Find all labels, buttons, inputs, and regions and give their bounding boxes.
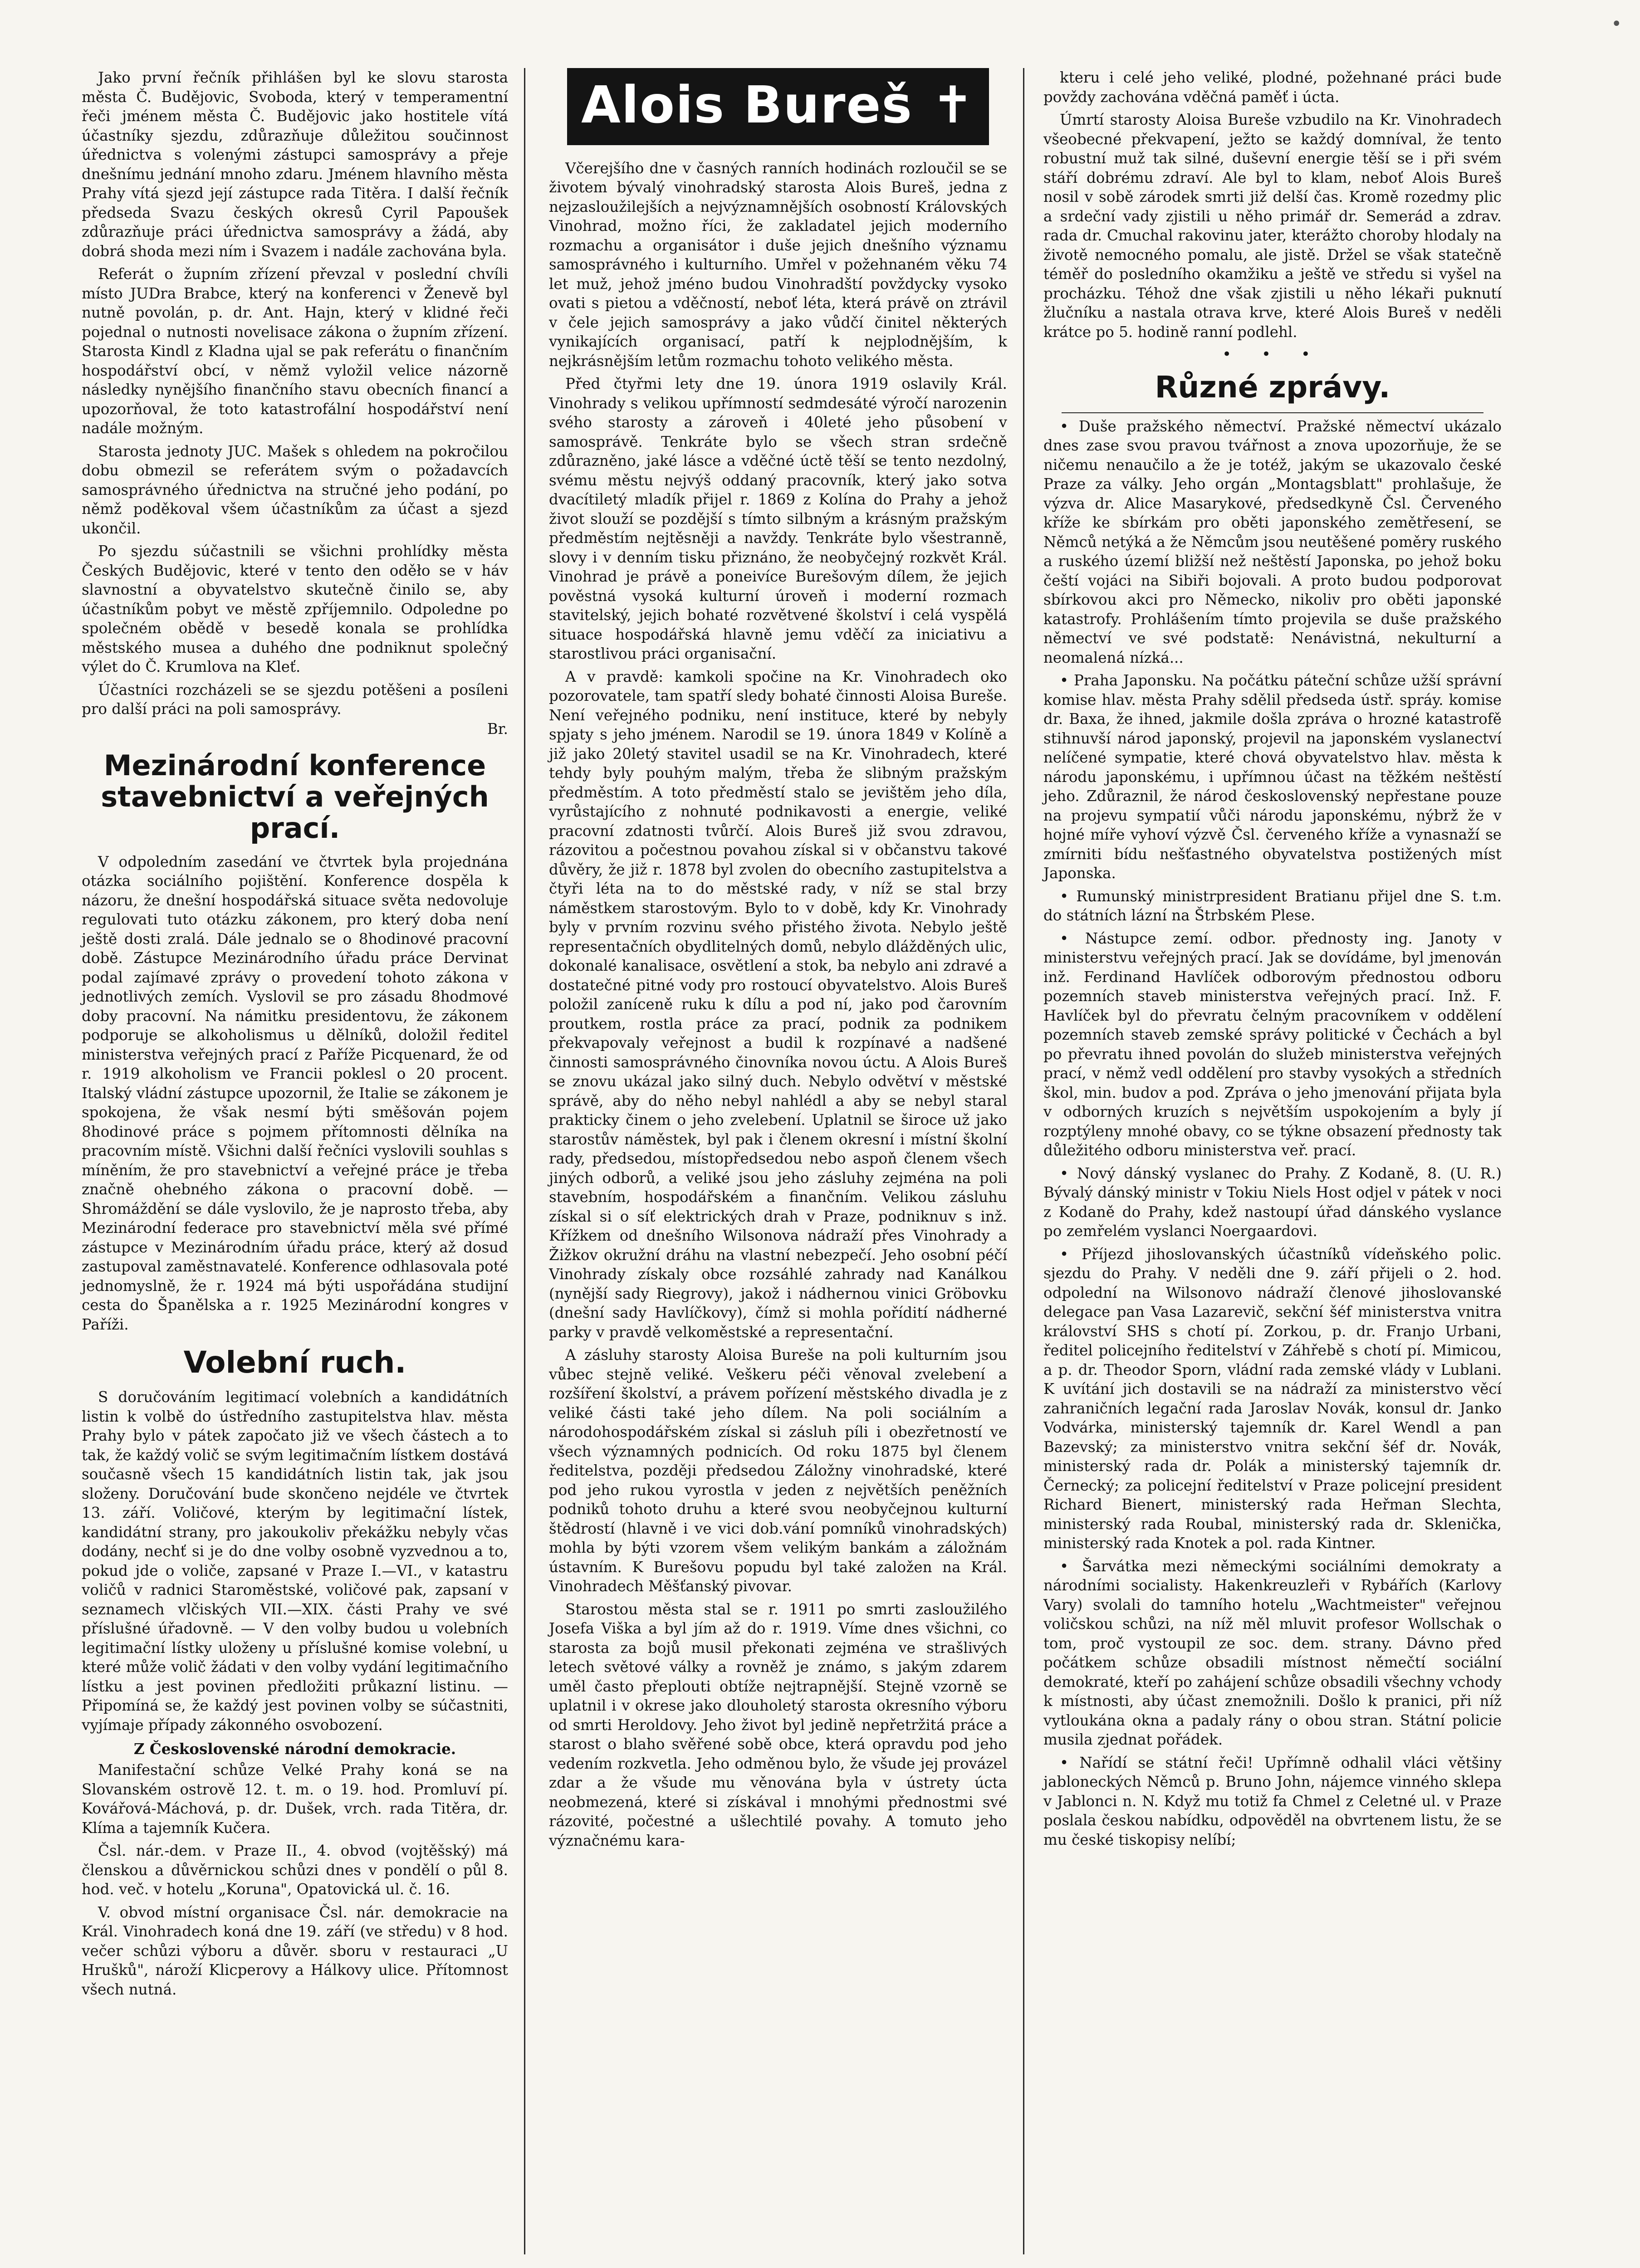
paragraph: kteru i celé jeho veliké, plodné, požehnané práci bude povždy zachována vděčná paměť i úcta. (1043, 69, 1502, 106)
corner-mark: • (1611, 14, 1622, 34)
article-ruzne-zpravy (1043, 417, 1502, 1850)
paragraph: Včerejšího dne v časných ranních hodinách rozloučil se se životem bývalý vinohradský starosta Alois Bureš, jedna z nejzasloužilejších a nejvýznamnějších osobností Královských Vinohrad, možno říci, že zakladatel jejich moderního rozmachu a organisátor i duše jejich dnešního významu samosprávného i kulturního. Umřel v požehnaném věku 74 let muž, jehož jméno budou Vinohradští povždycky vysoko ovati s pietou a vděčností, neboť léta, která právě on ztrávil v čele jejich samosprávy a jako vůdčí činitel některých vynikajících organisací, patří k nejplodnějším, k nejkrásnějším letům rozmachu tohoto velikého města. (549, 159, 1007, 370)
column-rule-right (1023, 68, 1024, 2254)
headline-volebni-ruch: Volební ruch. (183, 1345, 406, 1380)
news-item: • Praha Japonsku. Na počátku páteční schůze užší správní komise hlav. města Prahy sdělil předseda ústř. spráy. komise dr. Baxa, že ihned, jakmile došla zpráva o hrozné katastrofě stihnuvší národ japonský, projevil na japonském vyslanectví nelíčené sympatie, které chová obyvatelstvo hlav. města k národu japonskému, i upřímnou účast na těžkém neštěstí jeho. Zdůraznil, že národ československý nepřestane pouze na projevu sympatií vůči národu japonskému, nýbrž že v hojné míře vyhoví výzvě Čsl. červeného kříže a vynasnaží se zmírniti bídu nešťastného obyvatelstva postižených míst Japonska. (1043, 672, 1502, 882)
column-rule-left (524, 68, 525, 2254)
column-left-intro (82, 68, 508, 719)
paragraph: V. obvod místní organisace Čsl. nár. demokracie na Král. Vinohradech koná dne 19. září (ve středu) v 8 hod. večer schůzi výboru a důvěr. sboru v restauraci „U Hrušků", nároží Klicperovy a Hálkovy ulice. Přítomnost všech nutná. (82, 1903, 508, 1998)
news-item: • Příjezd jihoslovanských účastníků vídeňského polic. sjezdu do Prahy. V neděli dne 9. září přijeli o 2. hod. odpolední na Wilsonovo nádraží členové jihoslovanské delegace pan Vasa Lazarevič, sekční šéf ministerstva vnitra království SHS s chotí pí. Zorkou, p. dr. Franjo Urbani, ředitel policejního ředitelství v Záhřebě s chotí pí. Mimicou, a p. dr. Theodor Sporn, vládní rada zemské vlády v Lublani. K uvítání jich dostavili se na nádraží za ministerstvo věcí zahraničních legační rada Jaroslav Novák, konsul dr. Janko Vodvárka, ministerský tajemník dr. Karel Wendl a pan Bazevský; za ministerstvo vnitra sekční šéf dr. Novák, ministerský rada dr. Polák a ministerský tajemník dr. Černecký; za policejní ředitelství v Praze policejní president Richard Bienert, ministerský rada Heřman Slechta, ministerský rada Roubal, ministerský rada dr. Sklenička, ministerský rada Knotek a pol. rada Kintner. (1043, 1245, 1502, 1552)
column-middle (549, 68, 1007, 1854)
headline-rule (1062, 412, 1483, 413)
news-item: • Nástupce zemí. odbor. přednosty ing. Janoty v ministerstvu veřejných prací. Jak se dovídáme, byl jmenován inž. Ferdinand Havlíček odborovým přednostou odboru pozemních staveb ministerstva veřejných prací. Inž. F. Havlíček byl do převratu čelným pracovníkem v oddělení pozemních staveb zemské správy politické v Čechách a byl po převratu ihned povolán do služeb ministerstva veřejných prací, v němž vedl oddělení pro stavby vysokých a středních škol, min. budov a pod. Zpráva o jeho jmenování přijata byla v odborných kruzích s největším uspokojením a byly jí rozptýleny mnohé obavy, co se týkne obsazení přednosty tak důležitého odboru ministerstva veř. prací. (1043, 929, 1502, 1159)
headline-mezinarodni-konference: Mezinárodní konference stavebnictví a veřejných prací. (101, 748, 489, 845)
column-right (1043, 68, 1502, 1853)
article-volebni-ruch (82, 1388, 508, 1735)
paragraph: A v pravdě: kamkoli spočine na Kr. Vinohradech oko pozorovatele, tam spatří sledy bohaté činnosti Aloisa Bureše. Není veřejného podniku, není instituce, které by nebyly spjaty s jeho jménem. Narodil se 19. února 1849 v Kolíně a již jako 20letý stavitel usadil se na Kr. Vinohradech, které tehdy byly pouhým malým, třeba že slibným pražským předměstím. A toto předměstí stalo se jevištěm jeho díla, vyrůstajícího z nohnuté podnikavosti a energie, veliké pracovní zdatnosti tvůrčí. Alois Bureš již svou zdravou, rázovitou a počestnou povahou získal si v občanstvu takové důvěry, že již r. 1878 byl zvolen do obecního zastupitelstva a čtyři léta na to do městské rady, v níž se stal brzy náměstkem starostovým. Bylo to v době, kdy Kr. Vinohrady byly v prvním rozvinu svého přistého života. Nebylo ještě representačních obydlitelných domů, nebylo dlážděných ulic, dokonalé kanalisace, osvětlení a stok, ba nebylo ani zdravé a dostatečné pitné vody pro rostoucí obyvatelstvo. Alois Bureš položil zaníceně ruku k dílu a pod ní, jako pod čarovním proutkem, rostla práce za prací, podnik za podnikem překvapovaly veřejnost a budil k rozpínavé a nadšené činnosti samosprávného činovníka novou úctu. A Alois Bureš se znovu ukázal jako silný duch. Nebylo odvětví v městské správě, aby do něho nebyl nahlédl a aby se nebyl staral prakticky činem o jeho zvelebení. Uplatnil se široce už jako starostův náměstek, byl pak i členem okresní i místní školní rady, předsedou, místopředsedou nebo aspoň členem všech jiných odborů, a veliké jsou jeho zásluhy zejména na poli stavebním, hospodářském a finančním. Velikou zásluhu získal si o síť elektrických drah v Praze, podniknuv s inž. Křížkem od dnešního Wilsonova nádraží přes Vinohrady a Žižkov okružní dráhu na vlastní nebezpečí. Jeho osobní péčí Vinohrady získaly obce rozsáhlé zahrady nad Kanálkou (nynější sady Riegrovy), jakož i nádhernou vinici Gröbovku (dnešní sady Havlíčkovy), čímž si mohla pořídití nádherné parky v pravdě velkoměstské a representační. (549, 668, 1007, 1341)
paragraph: Úmrtí starosty Aloisa Bureše vzbudilo na Kr. Vinohradech všeobecné překvapení, ježto se každý domníval, že tento robustní muž tak silné, duševní energie těší se i při svém stáří dobrému zdraví. Ale byl to klam, neboť Alois Bureš nosil v sobě zárodek smrti již delší čas. Kromě rozedmy plic a srdeční vady zjistili u něho primář dr. Semerád a zdrav. rada dr. Cmuchal rakovinu jater, kterážto choroby hlodaly na životě nemocného pomalu, ale jistě. Držel se však statečně téměř do posledního okamžiku a ještě ve středu si vyšel na procházku. Téhož dne však zjistili u něho lékaři puknutí žlučníku a nastala otrava krve, které Alois Bureš v neděli krátce po 5. hodině ranní podlehl. (1043, 111, 1502, 341)
news-item: • Šarvátka mezi německými sociálními demokraty a národními socialisty. Hakenkreuzleři v Rybářích (Karlovy Vary) svolali do tamního hotelu „Wachtmeister" veřejnou voličskou schůzi, na níž měl mluvit profesor Wollschak o tom, proč vystoupil ze soc. dem. strany. Dávno před počátkem schůze obsadili místnost němečtí sociální demokraté, kteří po zahájení schůze obsadili všechny vchody k místnosti, aby účast znemožnili. Došlo k pranici, při níž vytloukána okna a padaly rány o obou stran. Státní policie musila zjednat pořádek. (1043, 1557, 1502, 1749)
paragraph: Jako první řečník přihlášen byl ke slovu starosta města Č. Budějovic, Svoboda, který v temperamentní řeči jménem města Č. Budějovic jako hostitele vítá účastníky sjezdu, zdůrazňuje důležitou součinnost úřednictva s volenými zástupci samosprávy a přeje dnešnímu jednání mnoho zdaru. Jménem hlavního města Prahy vítá sjezd její zástupce rada Titěra. I další řečník předseda Svazu českých okresů Cyril Papoušek zdůrazňuje práci úřednictva samosprávy a žádá, aby dobrá shoda mezi ním i Svazem i nadále zachována byla. (82, 69, 508, 260)
paragraph: S doručováním legitimací volebních a kandidátních listin k volbě do ústředního zastupitelstva hlav. města Prahy bylo v pátek započato již ve všech částech a to tak, že každý volič se svým legitimačním lístkem dostává současně všech 15 kandidátních listin tak, jak jsou složeny. Doručování bude skončeno nejdéle ve čtvrtek 13. září. Voličové, kterým by legitimační lístek, kandidátní strany, pro jakoukoliv překážku nebyly včas dodány, nechť si je do dne volby osobně vyzvednou a to, pokud jde o voliče, zapsané v Praze I.—VI., v katastru voličů v radnici Staroměstské, voličové pak, zapsaní v seznamech vlčiských VII.—XIX. části Prahy ve své příslušné úřadovně. — V den volby budou u volebních legitimační lístky uloženy u příslušné komise volební, u které může volič žádati v den volby vydání legitimačního lístku a jest povinen předložiti průkazní listinu. — Připomíná se, že každý jest povinen volby se súčastniti, vyjímaje případy zákonného osvobození. (82, 1388, 508, 1734)
obituary-title: Alois Bureš ✝ (581, 76, 975, 135)
news-item: • Rumunský ministrpresident Bratianu přijel dne S. t.m. do státních lázní na Štrbském Plese. (1043, 887, 1502, 924)
article-narodni-demokracie (82, 1760, 508, 1999)
byline: Br. (487, 720, 508, 738)
column-left (82, 68, 508, 2003)
article-mezinarodni-konference (82, 852, 508, 1334)
article-alois-bures-continued (1043, 68, 1502, 342)
headline-ruzne-zpravy: Různé zprávy. (1155, 370, 1390, 405)
obituary-title-box (567, 68, 989, 145)
paragraph: A zásluhy starosty Aloisa Bureše na poli kulturním jsou vůbec stejně veliké. Veškeru péči věnoval zvelebení a rozšíření školství, a právem pořízení městského divadla je z veliké části také jeho dílem. Na poli sociálním a národohospodářském získal si zásluh píli i obezřetností ve všech významných podnicích. Od roku 1875 byl členem ředitelstva, později předsedou Záložny vinohradské, které pod jeho rukou vyrostla v jeden z největších peněžních podniků tohoto druhu a které svou neobyčejnou kulturní štědrostí (hlavně i ve vici dob.vání pomníků vinohradských) mohla by býti vzorem všem velikým bankám a záložnám ústavním. K Burešovu popudu byl také založen na Král. Vinohradech Měšťanský pivovar. (549, 1346, 1007, 1595)
section-dots: • • • (1222, 345, 1323, 363)
subhead-narodni-demokracie: Z Československé národní demokracie. (133, 1740, 456, 1758)
paragraph: Referát o župním zřízení převzal v poslední chvíli místo JUDra Brabce, který na konferenci v Ženevě byl nutně povolán, p. dr. Ant. Hajn, který v klidné řeči pojednal o nutnosti novelisace zákona o župním zřízení. Starosta Kindl z Kladna ujal se pak referátu o finančním hospodářství obcí, v němž vyložil velice názorně následky nynějšího finančního stavu obecních financí a upozorňoval, že toto katastrofální hospodářství není nadále možným. (82, 265, 508, 437)
paragraph: Manifestační schůze Velké Prahy koná se na Slovanském ostrově 12. t. m. o 19. hod. Promluví pí. Kovářová-Máchová, p. dr. Dušek, vrch. rada Titěra, dr. Klíma a tajemník Kučera. (82, 1761, 508, 1837)
paragraph: Účastníci rozcházeli se se sjezdu potěšeni a posíleni pro další práci na poli samosprávy. (82, 681, 508, 718)
paragraph: Po sjezdu súčastnili se všichni prohlídky města Českých Budějovic, které v tento den oděło se v háv slavnostní a obyvatelstvo skutečně činilo se, aby účastníkům pobyt ve městě zpříjemnilo. Odpoledne po společném obědě v besedě konala se prohlídka městského musea a duhého dne podniknut společný výlet do Č. Krumlova na Kleť. (82, 543, 508, 675)
news-item: • Duše pražského němectví. Pražské němectví ukázalo dnes zase svou pravou tvářnost a znova upozorňuje, že se ničemu nenaučilo a že je totéž, jakým se ukazovalo české Praze za války. Jeho orgán „Montagsblatt" prohlašuje, že výzva dr. Alice Masarykové, předsedkyně Čsl. Červeného kříže ke sbírkám pro oběti japonského zemětřesení, se Němců netýká a že Němcům jsou neutěšené poměry ruského a ruského území bližší než neštěstí Japonska, po jehož boku čeští vojáci na Sibiři bojovali. A proto budou podporovat sbírkovou akci pro Německo, nikoliv pro oběti japonské katastrofy. Prohlášením tímto projevila se duše pražského němectví ve své podstatě: Nenávistná, nekulturní a neomalená nízká... (1043, 417, 1502, 666)
paragraph: Čsl. nár.-dem. v Praze II., 4. obvod (vojtěšský) má členskou a důvěrnickou schůzi dnes v pondělí o půl 8. hod. več. v hotelu „Koruna", Opatovická ul. č. 16. (82, 1842, 508, 1898)
paragraph: Před čtyřmi lety dne 19. února 1919 oslavily Král. Vinohrady s velikou upřímností sedmdesáté výročí narozenin svého starosty a zároveň i 40leté jeho působení v samosprávě. Tenkráte bylo se všech stran srdečně zdůrazněno, jaké lásce a vděčné úctě těší se tento nezdolný, svému městu nejvýš oddaný pracovník, který jako sotva dvacítiletý mladík přijel r. 1869 z Kolína do Prahy a jehož život slouží se pozdější s tímto silbným a krásným pražským předměstím nejtěsněji a navždy. Tenkráte bylo všestranně, slovy i v denním tisku přiznáno, že neobyčejný rozkvět Král. Vinohrad je právě a poneivíce Burešovým dílem, že jejich pověstná vysoká kulturní úroveň i moderní rozmach stavitelský, jejich bohaté rozvětvené školství i celá vyspělá situace hospodářská hlavně jemu vděčí za iniciativu a starostlivou práci organisační. (549, 375, 1007, 663)
paragraph: V odpoledním zasedání ve čtvrtek byla projednána otázka sociálního pojištění. Konference dospěla k názoru, že dnešní hospodářská situace světa nedovoluje regulovati tuto otázku zákonem, pro který doba není ještě dosti zralá. Dále jednalo se o 8hodinové pracovní době. Zástupce Mezinárodního úřadu práce Dervinat podal zajímavé zprávy o provedení tohoto zákona v jednotlivých zemích. Vyslovil se pro zásadu 8hodmové doby pracovní. Na námitku presidentovu, že zákonem podporuje se alkoholismus u dělníků, doložil ředitel ministerstva veřejných prací z Paříže Picquenard, že od r. 1919 alkoholism ve Francii poklesl o 20 procent. Italský vládní zástupce upozornil, že Italie se zákonem je spokojena, že však nesmí býti směšován pojem 8hodinové práce s pojmem přítomnosti dělníka na pracovním místě. Všichni další řečníci vyslovili souhlas s míněním, že pro stavebnictví a veřejné práce je třeba značně ohebného zákona o pracovní době. — Shromáždění se dále vyslovilo, že je naprosto třeba, aby Mezinárodní federace pro stavebnictví měla své přímé zástupce v Mezinárodním úřadu práce, který až dosud zastupoval zaměstnavatelé. Konference odhlasovala poté jednomyslně, že r. 1924 má býti uspořádána studijní cesta do Španělska a r. 1925 Mezinárodní kongres v Paříži. (82, 853, 508, 1333)
article-alois-bures (549, 159, 1007, 1851)
news-item: • Nový dánský vyslanec do Prahy. Z Kodaně, 8. (U. R.) Bývalý dánský ministr v Tokiu Niels Host odjel v pátek v noci z Kodaně do Prahy, kdež nastoupí úřad dánského vyslance po zemřelém vyslanci Noergaardovi. (1043, 1164, 1502, 1240)
paragraph: Starostou města stal se r. 1911 po smrti zasloužilého Josefa Viška a byl jím až do r. 1919. Víme dnes všichni, co starosta za bojů musil překonati zejména ve strašlivých letech světové války a rovněž je známo, s jakým zdarem uměl často přeplouti obtíže nejtrapnější. Stejně vzorně se uplatnil i v okrese jako dlouholetý starosta okresního výboru od smrti Heroldovy. Jeho život byl jedině nepřetržitá práce a starost o blaho svěřené sobě obce, která opravdu pod jeho vedením rozkvetla. Jeho odměnou bylo, že všude jej provázel zdar a že všude mu věnována byla v ústrety úcta neobmezená, které si získával i mnohými přednostmi své rázovité, počestné a ušlechtilé povahy. A tomuto jeho význačnému kara- (549, 1600, 1007, 1849)
news-item: • Nařídí se státní řeči! Upřímně odhalil vláci většiny jabloneckých Němců p. Bruno John, nájemce vinného sklepa v Jablonci n. N. Když mu totiž fa Chmel z Celetné ul. v Praze poslala českou nabídku, odpověděl na obvrtenem listu, že se mu české tiskopisy nelíbí; (1043, 1754, 1502, 1848)
paragraph: Starosta jednoty JUC. Mašek s ohledem na pokročilou dobu obmezil se referátem svým o požadavcích samosprávného úřednictva na stručné jeho podání, po němž poděkoval všem účastníkům za účast a sjezd ukončil. (82, 442, 508, 537)
